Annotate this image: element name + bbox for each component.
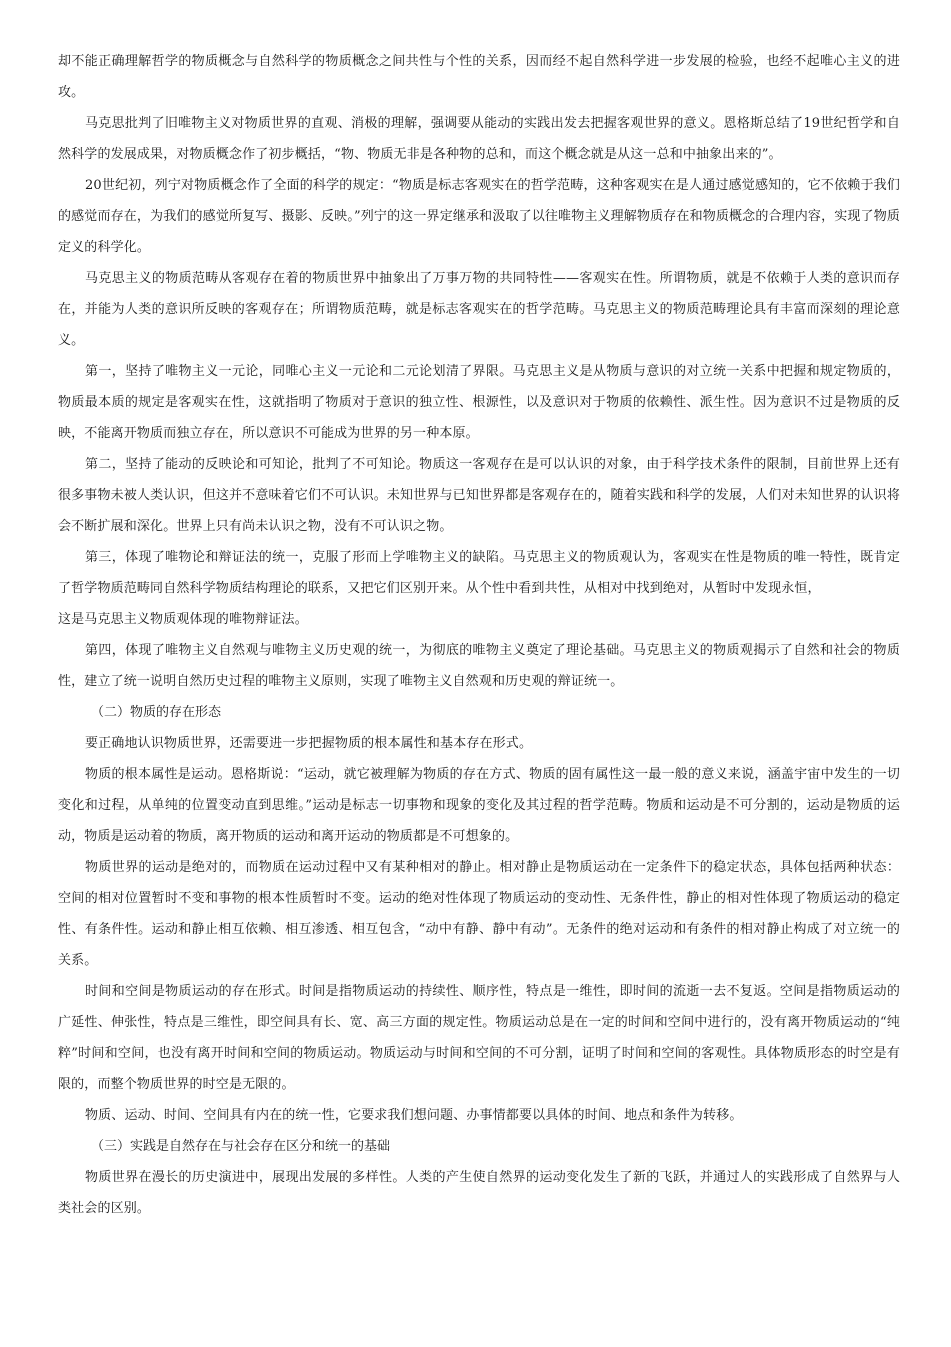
paragraph: 时间和空间是物质运动的存在形式。时间是指物质运动的持续性、顺序性，特点是一维性，即时间的流逝一去不复返。空间是指物质运动的广延性、伸张性，特点是三维性，即空间具有长、宽、高三方面的规定性。物质运动总是在一定的时间和空间中进行的，没有离开物质运动的“纯粹”时间和空间，也没有离开时间和空间的物质运动。物质运动与时间和空间的不可分割，证明了时间和空间的客观性。具体物质形态的时空是有限的，而整个物质世界的时空是无限的。 <box>58 984 900 1092</box>
paragraph: 物质世界在漫长的历史演进中，展现出发展的多样性。人类的产生使自然界的运动变化发生了新的飞跃，并通过人的实践形成了自然界与人类社会的区别。 <box>58 1170 900 1216</box>
paragraph: 20世纪初，列宁对物质概念作了全面的科学的规定：“物质是标志客观实在的哲学范畴，这种客观实在是人通过感觉感知的，它不依赖于我们的感觉而存在，为我们的感觉所复写、摄影、反映。”列宁的这一界定继承和汲取了以往唯物主义理解物质存在和物质概念的合理内容，实现了物质定义的科学化。 <box>58 178 900 255</box>
paragraph: 第二，坚持了能动的反映论和可知论，批判了不可知论。物质这一客观存在是可以认识的对象，由于科学技术条件的限制，目前世界上还有很多事物未被人类认识，但这并不意味着它们不可认识。未知世界与已知世界都是客观存在的，随着实践和科学的发展，人们对未知世界的认识将会不断扩展和深化。世界上只有尚未认识之物，没有不可认识之物。 <box>58 457 900 534</box>
section-heading: （三）实践是自然存在与社会存在区分和统一的基础 <box>91 1139 391 1154</box>
paragraph: 物质、运动、时间、空间具有内在的统一性，它要求我们想问题、办事情都要以具体的时间、地点和条件为转移。 <box>85 1108 743 1123</box>
paragraph: 却不能正确理解哲学的物质概念与自然科学的物质概念之间共性与个性的关系，因而经不起自然科学进一步发展的检验，也经不起唯心主义的进攻。 <box>58 54 900 100</box>
paragraph: 物质的根本属性是运动。恩格斯说：“运动，就它被理解为物质的存在方式、物质的固有属性这一最一般的意义来说，涵盖宇宙中发生的一切变化和过程，从单纯的位置变动直到思维。”运动是标志一切事物和现象的变化及其过程的哲学范畴。物质和运动是不可分割的，运动是物质的运动，物质是运动着的物质，离开物质的运动和离开运动的物质都是不可想象的。 <box>58 767 900 844</box>
paragraph: 第一，坚持了唯物主义一元论，同唯心主义一元论和二元论划清了界限。马克思主义是从物质与意识的对立统一关系中把握和规定物质的，物质最本质的规定是客观实在性，这就指明了物质对于意识的独立性、根源性，以及意识对于物质的依赖性、派生性。因为意识不过是物质的反映，不能离开物质而独立存在，所以意识不可能成为世界的另一种本原。 <box>58 364 900 441</box>
paragraph: 马克思主义的物质范畴从客观存在着的物质世界中抽象出了万事万物的共同特性——客观实在性。所谓物质，就是不依赖于人类的意识而存在，并能为人类的意识所反映的客观存在；所谓物质范畴，就是标志客观实在的哲学范畴。马克思主义的物质范畴理论具有丰富而深刻的理论意义。 <box>58 271 900 348</box>
paragraph: 马克思批判了旧唯物主义对物质世界的直观、消极的理解，强调要从能动的实践出发去把握客观世界的意义。恩格斯总结了19世纪哲学和自然科学的发展成果，对物质概念作了初步概括，“物、物质无非是各种物的总和，而这个概念就是从这一总和中抽象出来的”。 <box>58 116 900 162</box>
paragraph: 第四，体现了唯物主义自然观与唯物主义历史观的统一，为彻底的唯物主义奠定了理论基础。马克思主义的物质观揭示了自然和社会的物质性，建立了统一说明自然历史过程的唯物主义原则，实现了唯物主义自然观和历史观的辩证统一。 <box>58 643 900 689</box>
paragraph: 这是马克思主义物质观体现的唯物辩证法。 <box>58 612 308 627</box>
paragraph: 要正确地认识物质世界，还需要进一步把握物质的根本属性和基本存在形式。 <box>85 736 533 751</box>
paragraph: 第三，体现了唯物论和辩证法的统一，克服了形而上学唯物主义的缺陷。马克思主义的物质观认为，客观实在性是物质的唯一特性，既肯定了哲学物质范畴同自然科学物质结构理论的联系，又把它们区别开来。从个性中看到共性，从相对中找到绝对，从暂时中发现永恒， <box>58 550 900 596</box>
document-page <box>58 46 900 1224</box>
section-heading: （二）物质的存在形态 <box>91 705 222 720</box>
paragraph: 物质世界的运动是绝对的，而物质在运动过程中又有某种相对的静止。相对静止是物质运动在一定条件下的稳定状态，具体包括两种状态：空间的相对位置暂时不变和事物的根本性质暂时不变。运动的绝对性体现了物质运动的变动性、无条件性，静止的相对性体现了物质运动的稳定性、有条件性。运动和静止相互依赖、相互渗透、相互包含，“动中有静、静中有动”。无条件的绝对运动和有条件的相对静止构成了对立统一的关系。 <box>58 860 900 968</box>
